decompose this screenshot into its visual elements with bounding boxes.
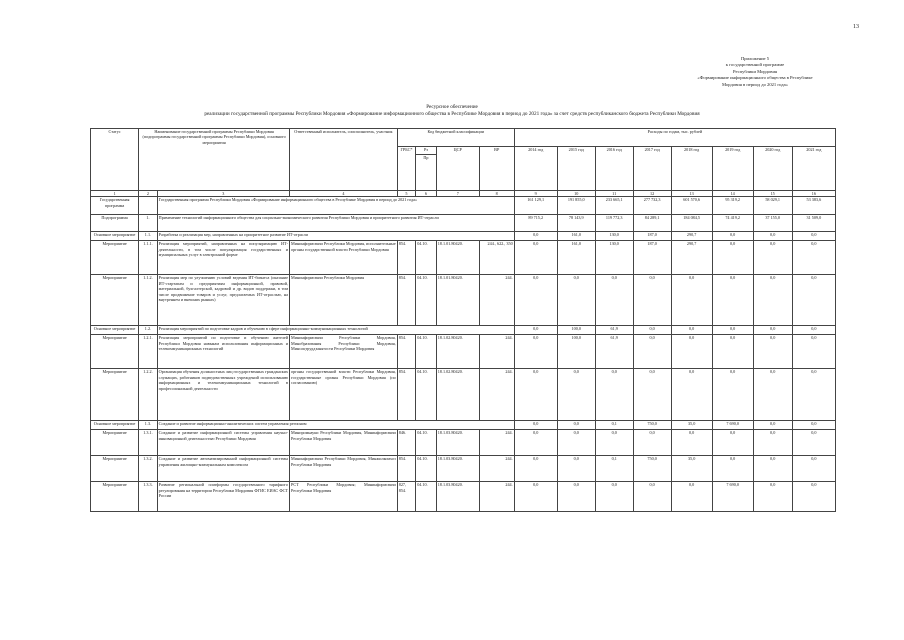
column-number: 3	[157, 191, 289, 197]
column-number: 10	[557, 191, 595, 197]
row-expense-value: 89 715,2	[514, 215, 557, 232]
row-expense-value: 0,0	[792, 232, 835, 241]
row-number: 1.1.1.	[139, 241, 157, 275]
row-expense-value: 0,0	[633, 369, 671, 421]
row-status: Мероприятие	[91, 335, 139, 369]
row-csr: 18.1.03.80420.	[436, 482, 479, 512]
row-grbs: 854.	[397, 275, 415, 326]
row-csr: 18.1.01.80420.	[436, 241, 479, 275]
row-expense-value: 0,0	[792, 430, 835, 456]
row-expense-value: 161,0	[557, 232, 595, 241]
row-expense-value: 0,0	[595, 369, 633, 421]
row-expense-value: 119 772,3	[595, 215, 633, 232]
row-number: 1.2.	[139, 326, 157, 335]
page-number: 13	[853, 24, 859, 30]
appendix-line: Республики Мордовия	[732, 68, 778, 74]
column-number: 6	[416, 191, 437, 197]
row-expense-value: 233 665,1	[595, 197, 633, 215]
row-expense-value: 61,9	[595, 335, 633, 369]
row-expense-value: 0,0	[514, 421, 557, 430]
row-expense-value: 84 289,1	[633, 215, 671, 232]
row-expense-value: 35,0	[671, 456, 712, 482]
row-expense-value: 0,0	[633, 430, 671, 456]
row-expense-value: 187,0	[633, 232, 671, 241]
row-rz: 04.10.	[416, 482, 437, 512]
table-row	[91, 421, 836, 430]
row-number: 1.3.1.	[139, 430, 157, 456]
header-year: 2021 год	[792, 147, 835, 191]
row-executor: Мининформсвязи Республики Мордовия	[290, 275, 398, 326]
row-expense-value: 0,0	[712, 275, 753, 326]
row-csr: 18.1.03.80420.	[436, 430, 479, 456]
row-expense-value: 191 855,0	[557, 197, 595, 215]
row-rz: 04.10.	[416, 369, 437, 421]
row-expense-value: 35,0	[671, 421, 712, 430]
header-rz: Рз	[416, 147, 437, 155]
row-status: Мероприятие	[91, 275, 139, 326]
row-expense-value: 130,0	[595, 241, 633, 275]
row-expense-value: 750,0	[633, 456, 671, 482]
row-expense-value: 0,0	[712, 430, 753, 456]
row-expense-value: 0,0	[514, 232, 557, 241]
row-expense-value: 7 690,0	[712, 421, 753, 430]
table-row	[91, 232, 836, 241]
table-row	[91, 275, 836, 326]
header-grbs: ГРБС*	[397, 147, 415, 191]
row-status: Основное мероприятие	[91, 326, 139, 335]
table-row	[91, 215, 836, 232]
row-expense-value: 0,0	[557, 421, 595, 430]
row-expense-value: 0,0	[557, 456, 595, 482]
row-expense-value: 0,0	[514, 275, 557, 326]
row-expense-value: 31 509,0	[792, 215, 835, 232]
row-number: 1.2.1.	[139, 335, 157, 369]
row-expense-value: 0,0	[712, 369, 753, 421]
appendix-line: Приложение 5	[740, 56, 770, 61]
row-expense-value: 0,0	[792, 275, 835, 326]
row-grbs: 846.	[397, 430, 415, 456]
column-number: 2	[139, 191, 157, 197]
row-expense-value: 0,0	[514, 326, 557, 335]
column-number: 12	[633, 191, 671, 197]
document-title: Ресурсное обеспечение	[426, 104, 478, 110]
row-rz: 04.10.	[416, 275, 437, 326]
row-expense-value: 0,0	[514, 335, 557, 369]
row-expense-value: 0,0	[753, 482, 792, 512]
table-row	[91, 430, 836, 456]
appendix-note	[660, 56, 850, 88]
row-expense-value: 0,0	[712, 326, 753, 335]
row-expense-value: 37 155,0	[753, 215, 792, 232]
table-row	[91, 456, 836, 482]
row-csr: 18.1.03.80420.	[436, 456, 479, 482]
column-number: 16	[792, 191, 835, 197]
row-expense-value: 0,1	[595, 421, 633, 430]
row-expense-value: 0,0	[792, 456, 835, 482]
header-pr: Пр	[416, 155, 437, 191]
row-name: Создание и развитие информационной системы управления научно-инновационной деятельностью Республики Мордовия	[157, 430, 289, 456]
row-name: Организация обучения должностных лиц государственных гражданских служащих, работников подведомственных учреждений использованию информационных и телекоммуникационных технологий в профессиональной деятельности	[157, 369, 289, 421]
row-expense-value: 0,0	[557, 430, 595, 456]
row-vr: 244.	[479, 482, 514, 512]
row-expense-value: 0,0	[753, 456, 792, 482]
row-name: Государственная программа Республики Мордовия «Формирование информационного общества в Республике Мордовия в период до 2021 года»	[157, 197, 514, 215]
row-expense-value: 0,0	[633, 326, 671, 335]
header-year: 2019 год	[712, 147, 753, 191]
row-rz: 04.10.	[416, 241, 437, 275]
row-expense-value: 0,0	[712, 232, 753, 241]
row-status: Подпрограмма	[91, 215, 139, 232]
row-expense-value: 0,0	[792, 335, 835, 369]
row-executor: Мининформсвязи Республики Мордовия, Минобразования Республики Мордовия, Минсоцтруддзанятости Республики Мордовия	[290, 335, 398, 369]
row-expense-value: 0,0	[514, 456, 557, 482]
row-number: 1.3.2.	[139, 456, 157, 482]
row-expense-value: 0,0	[753, 369, 792, 421]
row-name: Реализация мер по улучшению условий ведения ИТ-бизнеса (оказание ИТ-стартапам и предприятиям информационной, правовой, материальной, бухгалтерской, кадровой и др. видов поддержки, в том числе продвижение товаров и услуг, предлагаемых ИТ-отраслью, на внутреннем и внешних рынках)	[157, 275, 289, 326]
row-expense-value: 0,0	[633, 335, 671, 369]
row-expense-value: 0,0	[671, 335, 712, 369]
table-row	[91, 482, 836, 512]
row-expense-value: 0,0	[753, 275, 792, 326]
column-number: 13	[671, 191, 712, 197]
column-number: 8	[479, 191, 514, 197]
row-number	[139, 197, 157, 215]
row-status: Мероприятие	[91, 430, 139, 456]
appendix-line: «Формирование информационного общества в Республике	[697, 75, 813, 81]
column-number: 4	[290, 191, 398, 197]
row-expense-value: 0,0	[595, 275, 633, 326]
row-expense-value: 74 419,2	[712, 215, 753, 232]
row-executor: органы государственной власти Республики Мордовия, государственные органы Республики Мордовия (по согласованию)	[290, 369, 398, 421]
row-expense-value: 0,0	[753, 335, 792, 369]
row-vr: 244.	[479, 335, 514, 369]
row-expense-value: 0,0	[671, 430, 712, 456]
resource-table	[90, 128, 836, 512]
row-executor: Мининформсвязи Республики Мордовия, Минжилкомхоз Республики Мордовия	[290, 456, 398, 482]
column-number: 9	[514, 191, 557, 197]
row-expense-value: 0,0	[792, 241, 835, 275]
row-expense-value: 0,0	[753, 326, 792, 335]
row-expense-value: 0,0	[671, 369, 712, 421]
appendix-line: Мордовия в период до 2021 года»	[722, 81, 788, 87]
row-rz: 04.10.	[416, 335, 437, 369]
row-expense-value: 61,9	[595, 326, 633, 335]
column-number: 15	[753, 191, 792, 197]
row-expense-value: 0,0	[712, 456, 753, 482]
row-expense-value: 0,0	[595, 430, 633, 456]
appendix-line: к государственной программе	[725, 62, 785, 68]
header-year: 2020 год	[753, 147, 792, 191]
row-expense-value: 0,0	[557, 369, 595, 421]
row-expense-value: 0,0	[753, 430, 792, 456]
row-status: Мероприятие	[91, 482, 139, 512]
row-expense-value: 161 129,1	[514, 197, 557, 215]
row-rz: 04.10.	[416, 456, 437, 482]
header-status: Статус	[91, 129, 139, 191]
header-vr: ВР	[479, 147, 514, 191]
row-expense-value: 0,0	[792, 421, 835, 430]
row-status: Основное мероприятие	[91, 421, 139, 430]
table-row	[91, 326, 836, 335]
row-number: 1.	[139, 215, 157, 232]
row-expense-value: 290,7	[671, 232, 712, 241]
row-expense-value: 0,0	[671, 275, 712, 326]
row-expense-value: 0,0	[792, 482, 835, 512]
column-number: 7	[436, 191, 479, 197]
header-name: Наименование государственной программы Республики Мордовия (подпрограммы государственной программы Республики Мордовия), основного мероприятия	[139, 129, 290, 191]
row-expense-value: 0,0	[753, 241, 792, 275]
row-executor: Минпромнауки Республики Мордовия, Мининформсвязи Республики Мордовия	[290, 430, 398, 456]
header-expenses: Расходы по годам, тыс. рублей	[514, 129, 835, 147]
table-row	[91, 369, 836, 421]
row-vr: 244., 622., 350	[479, 241, 514, 275]
row-expense-value: 0,0	[753, 232, 792, 241]
header-year: 2014 год	[514, 147, 557, 191]
document-subtitle: реализации государственной программы Республики Мордовия «Формирование информационного общества в Республике Мордовия в период до 2021 года» за счет средств республиканского бюджета Республики Мордовия	[204, 111, 700, 117]
row-expense-value: 187,0	[633, 241, 671, 275]
row-expense-value: 0,0	[557, 482, 595, 512]
row-number: 1.1.2.	[139, 275, 157, 326]
row-expense-value: 0,0	[633, 275, 671, 326]
row-number: 1.2.2.	[139, 369, 157, 421]
row-name: Реализация мероприятий, направленных на популяризацию ИТ-деятельности, в том числе популяризация государственных и муниципальных услуг в электронной форме	[157, 241, 289, 275]
row-expense-value: 277 732,3	[633, 197, 671, 215]
row-expense-value: 95 319,2	[712, 197, 753, 215]
row-rz: 04.10.	[416, 430, 437, 456]
row-name: Разработка и реализация мер, направленных на приоритетное развитие ИТ-отрасли	[157, 232, 514, 241]
row-expense-value: 0,0	[792, 326, 835, 335]
row-grbs: 854.	[397, 335, 415, 369]
row-name: Реализация мероприятий по подготовке кадров и обучению в сфере информационно-коммуникационных технологий	[157, 326, 514, 335]
row-expense-value: 0,0	[712, 241, 753, 275]
row-name: Применение технологий информационного общества для социально-экономического развития Республики Мордовия и приоритетного развития ИТ-отрасли	[157, 215, 514, 232]
header-year: 2018 год	[671, 147, 712, 191]
row-expense-value: 0,0	[557, 275, 595, 326]
row-expense-value: 0,1	[595, 456, 633, 482]
row-expense-value: 0,0	[514, 369, 557, 421]
row-expense-value: 161,0	[557, 241, 595, 275]
header-year: 2016 год	[595, 147, 633, 191]
row-expense-value: 0,0	[671, 326, 712, 335]
row-status: Государственная программа	[91, 197, 139, 215]
row-expense-value: 100,0	[557, 335, 595, 369]
row-csr: 18.1.02.80420.	[436, 335, 479, 369]
row-expense-value: 130,0	[595, 232, 633, 241]
table-row	[91, 197, 836, 215]
row-executor: РСТ Республики Мордовия; Мининформсвязи Республики Мордовия	[290, 482, 398, 512]
header-csr: ЦСР	[436, 147, 479, 191]
row-grbs: 854.	[397, 241, 415, 275]
row-expense-value: 0,0	[595, 482, 633, 512]
row-status: Основное мероприятие	[91, 232, 139, 241]
row-name: Создание и развитие информационно-аналитических систем управления регионом	[157, 421, 514, 430]
row-grbs: 827, 854.	[397, 482, 415, 512]
row-name: Реализация мероприятий по подготовке и обучению жителей Республики Мордовия навыкам использования информационных и телекоммуникационных технологий	[157, 335, 289, 369]
row-expense-value: 601 570,6	[671, 197, 712, 215]
table-row	[91, 335, 836, 369]
row-status: Мероприятие	[91, 456, 139, 482]
row-csr: 18.1.01.80420.	[436, 275, 479, 326]
header-year: 2017 год	[633, 147, 671, 191]
row-name: Создание и развитие автоматизированной информационной системы управления жилищно-коммунальным комплексом	[157, 456, 289, 482]
row-expense-value: 53 383,6	[792, 197, 835, 215]
row-number: 1.3.3.	[139, 482, 157, 512]
row-expense-value: 0,0	[753, 421, 792, 430]
row-name: Развитие региональной платформы государственного тарифного регулирования на территории Республики Мордовия ФГИС ЕИАС ФСТ России	[157, 482, 289, 512]
row-grbs: 854.	[397, 456, 415, 482]
row-vr: 244.	[479, 430, 514, 456]
row-expense-value: 0,0	[514, 482, 557, 512]
row-expense-value: 184 084,5	[671, 215, 712, 232]
table-row	[91, 241, 836, 275]
row-expense-value: 0,0	[514, 241, 557, 275]
row-expense-value: 0,0	[792, 369, 835, 421]
header-year: 2015 год	[557, 147, 595, 191]
row-expense-value: 7 690,0	[712, 482, 753, 512]
row-vr: 244.	[479, 369, 514, 421]
row-vr: 244.	[479, 456, 514, 482]
row-csr: 18.1.02.80420.	[436, 369, 479, 421]
row-expense-value: 750,0	[633, 421, 671, 430]
row-expense-value: 78 143,9	[557, 215, 595, 232]
row-expense-value: 0,0	[514, 430, 557, 456]
column-number: 14	[712, 191, 753, 197]
header-kbk: Код бюджетной классификации	[397, 129, 514, 147]
row-grbs: 854.	[397, 369, 415, 421]
row-expense-value: 290,7	[671, 241, 712, 275]
row-expense-value: 0,0	[712, 335, 753, 369]
row-status: Мероприятие	[91, 369, 139, 421]
row-expense-value: 100,0	[557, 326, 595, 335]
column-number: 11	[595, 191, 633, 197]
row-executor: Мининформсвязи Республики Мордовия, исполнительные органы государственной власти Республики Мордовия	[290, 241, 398, 275]
header-executor: Ответственный исполнитель, соисполнитель, участник	[290, 129, 398, 191]
column-number: 1	[91, 191, 139, 197]
row-status: Мероприятие	[91, 241, 139, 275]
column-number: 5	[397, 191, 415, 197]
row-expense-value: 58 029,1	[753, 197, 792, 215]
row-number: 1.1.	[139, 232, 157, 241]
row-expense-value: 0,0	[633, 482, 671, 512]
row-expense-value: 0,0	[671, 482, 712, 512]
row-number: 1.3.	[139, 421, 157, 430]
row-vr: 244.	[479, 275, 514, 326]
